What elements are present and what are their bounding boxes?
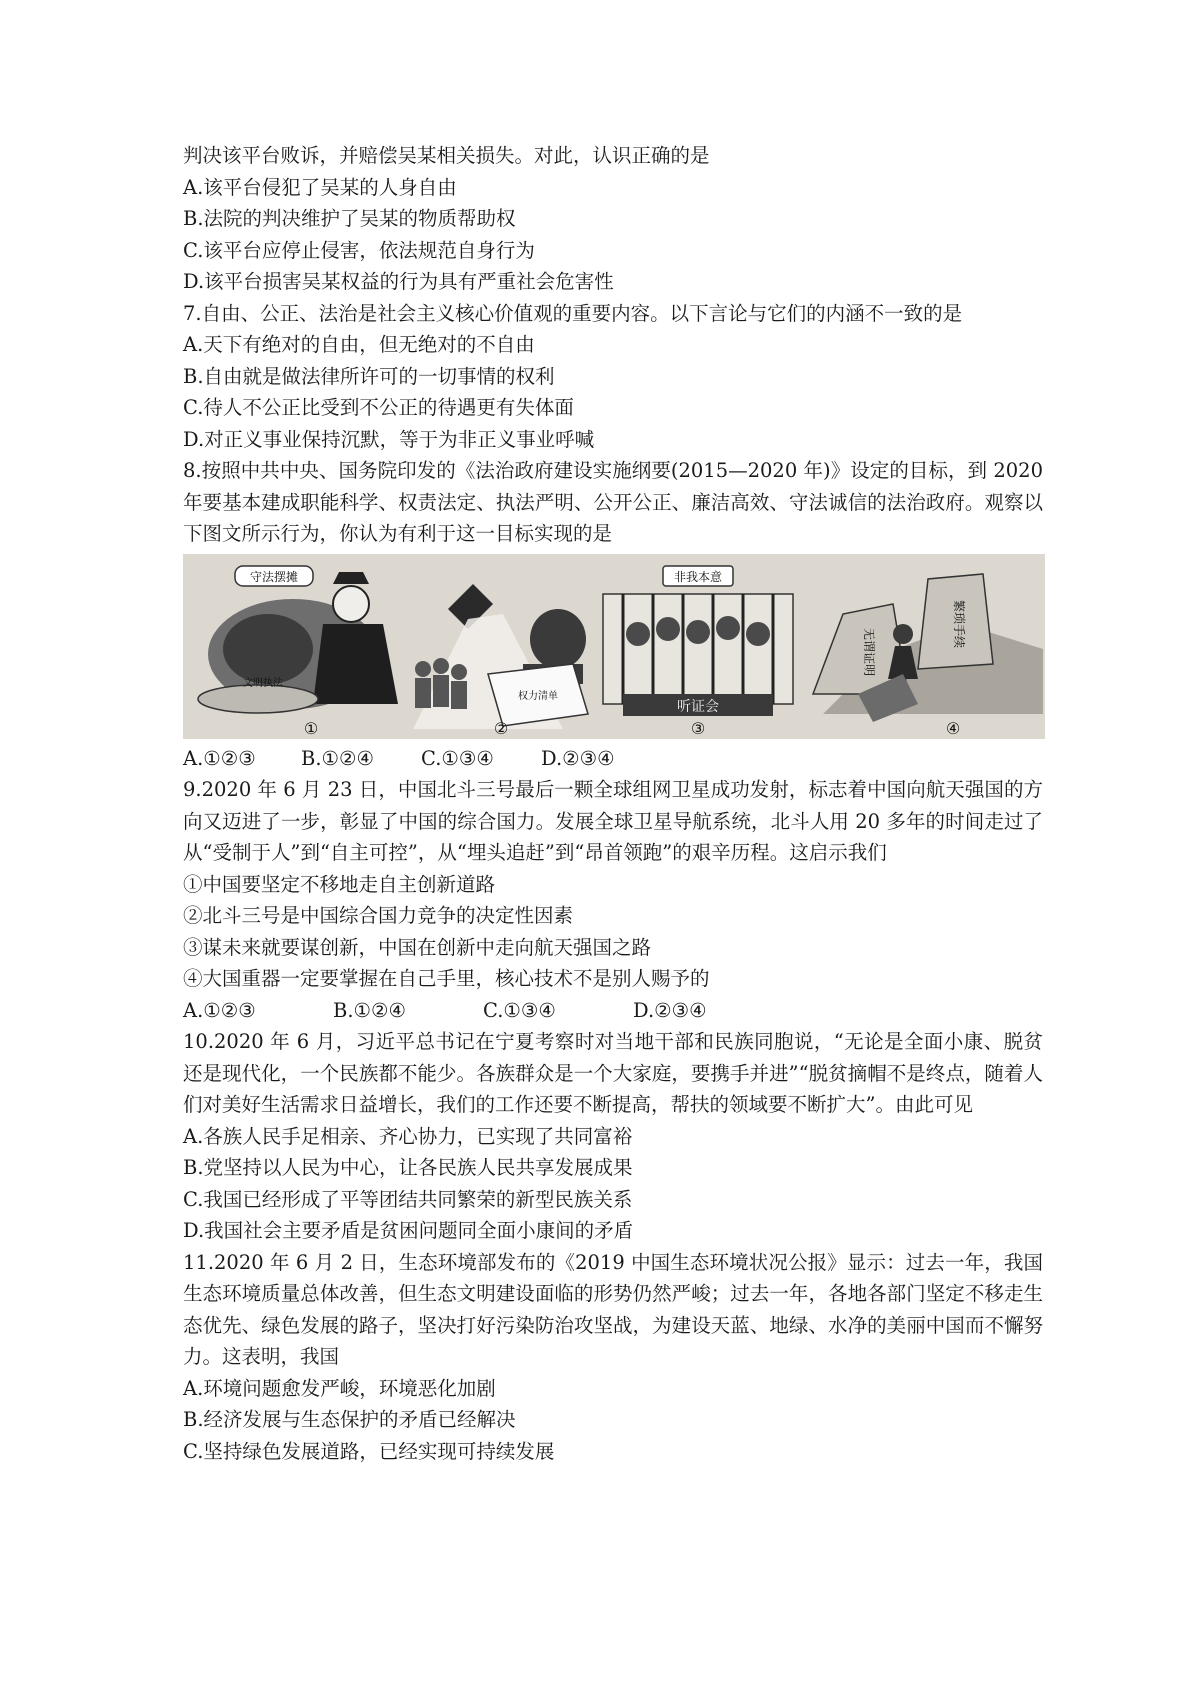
q7-option-c: C.待人不公正比受到不公正的待遇更有失体面: [183, 396, 574, 419]
q9-statement-4: ④大国重器一定要掌握在自己手里，核心技术不是别人赐予的: [183, 967, 710, 990]
panel1-paper-text: 文明执法: [243, 677, 283, 689]
panel-label-4: ④: [945, 718, 961, 738]
q6-stem-tail: 判决该平台败诉，并赔偿吴某相关损失。对此，认识正确的是: [183, 144, 710, 167]
panel3-sign-text: 非我本意: [673, 569, 723, 584]
panel-label-3: ③: [690, 718, 706, 738]
q9-statement-1: ①中国要坚定不移地走自主创新道路: [183, 872, 496, 896]
q6-option-c: C.该平台应停止侵害，依法规范自身行为: [183, 238, 535, 262]
q8-option-d: D.②③④: [541, 746, 615, 770]
q11-option-b: B.经济发展与生态保护的矛盾已经解决: [183, 1408, 516, 1431]
q7-stem: 7.自由、公正、法治是社会主义核心价值观的重要内容。以下言论与它们的内涵不一致的是: [183, 301, 963, 325]
q11-option-c: C.坚持绿色发展道路，已经实现可持续发展: [183, 1439, 555, 1463]
q10-option-c: C.我国已经形成了平等团结共同繁荣的新型民族关系: [183, 1187, 633, 1211]
q8-options: [183, 743, 1043, 775]
panel3-banner-text: 听证会: [677, 698, 719, 715]
exam-page: [183, 140, 1043, 1467]
q7-option-a: A.天下有绝对的自由，但无绝对的不自由: [183, 333, 535, 356]
q8-cartoon-figure: [183, 554, 1045, 739]
q9-option-b: B.①②④: [333, 998, 406, 1022]
q10-option-d: D.我国社会主要矛盾是贫困问题同全面小康间的矛盾: [183, 1219, 634, 1242]
q6-option-d: D.该平台损害吴某权益的行为具有严重社会危害性: [183, 270, 614, 293]
q6-option-a: A.该平台侵犯了吴某的人身自由: [183, 175, 457, 199]
panel4-rock2-text: 无谓证明: [862, 627, 876, 676]
q9-option-a: A.①②③: [183, 998, 256, 1022]
q9-option-c: C.①③④: [483, 998, 556, 1022]
panel-label-1: ①: [303, 718, 319, 738]
panel4-rock1-text: 繁琐手续: [952, 599, 966, 648]
q9-options: [183, 995, 1043, 1027]
q8-stem: 8.按照中共中央、国务院印发的《法治政府建设实施纲要(2015—2020 年)》设定的目标，到 2020 年要基本建成职能科学、权责法定、执法严明、公开公正、廉洁高效、守法诚信的法治政府。观察以下图文所示行为，你认为有利于这一目标实现的是: [183, 459, 1043, 545]
q9-stem: 9.2020 年 6 月 23 日，中国北斗三号最后一颗全球组网卫星成功发射，标志着中国向航天强国的方向又迈进了一步，彰显了中国的综合国力。发展全球卫星导航系统，北斗人用 20 多年的时间走过了从“受制于人”到“自主可控”，从“埋头追赶”到“昂首领跑”的艰辛历程。这启示我们: [183, 778, 1043, 864]
q8-option-c: C.①③④: [421, 746, 494, 770]
q9-statement-3: ③谋未来就要谋创新，中国在创新中走向航天强国之路: [183, 935, 652, 959]
panel2-doc-text: 权力清单: [518, 690, 558, 702]
q6-option-b: B.法院的判决维护了吴某的物质帮助权: [183, 207, 516, 230]
q10-option-a: A.各族人民手足相亲、齐心协力，已实现了共同富裕: [183, 1124, 633, 1148]
q8-option-b: B.①②④: [301, 746, 374, 770]
q10-stem: 10.2020 年 6 月，习近平总书记在宁夏考察时对当地干部和民族同胞说，“无论是全面小康、脱贫还是现代化，一个民族都不能少。各族群众是一个大家庭，要携手并进”“脱贫摘帽不是终点，随着人们对美好生活需求日益增长，我们的工作还要不断提高，帮扶的领域要不断扩大”。由此可见: [183, 1030, 1043, 1116]
q11-option-a: A.环境问题愈发严峻，环境恶化加剧: [183, 1376, 496, 1400]
q11-stem: 11.2020 年 6 月 2 日，生态环境部发布的《2019 中国生态环境状况公报》显示：过去一年，我国生态环境质量总体改善，但生态文明建设面临的形势仍然严峻；过去一年，各地各部门坚定不移走生态优先、绿色发展的路子，坚决打好污染防治攻坚战，为建设天蓝、地绿、水净的美丽中国而不懈努力。这表明，我国: [183, 1250, 1043, 1368]
panel1-banner-text: 守法摆摊: [249, 569, 299, 584]
q9-statement-2: ②北斗三号是中国综合国力竞争的决定性因素: [183, 904, 574, 927]
q7-option-d: D.对正义事业保持沉默，等于为非正义事业呼喊: [183, 427, 595, 451]
q10-option-b: B.党坚持以人民为中心，让各民族人民共享发展成果: [183, 1156, 633, 1179]
panel-label-2: ②: [493, 718, 509, 738]
q7-option-b: B.自由就是做法律所许可的一切事情的权利: [183, 364, 555, 388]
q9-option-d: D.②③④: [633, 998, 707, 1022]
q8-option-a: A.①②③: [183, 746, 256, 770]
